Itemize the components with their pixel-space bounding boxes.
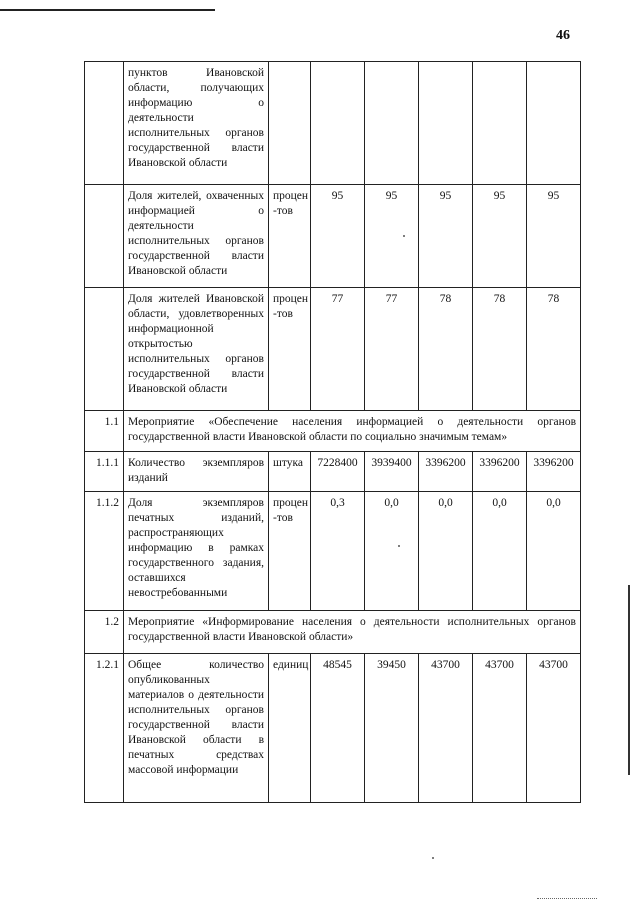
table-row-event [85, 611, 581, 654]
value-cell: 0,0 [365, 492, 419, 611]
value-cell: 0,0 [419, 492, 473, 611]
table-row [85, 62, 581, 185]
row-number [85, 185, 124, 288]
row-number: 1.1.2 [85, 492, 124, 611]
table-row [85, 185, 581, 288]
table-row [85, 654, 581, 803]
value-cell: 0,3 [311, 492, 365, 611]
indicator-name: Количество экземпляров изданий [124, 452, 269, 492]
scan-foot-mark [537, 898, 597, 900]
value-cell [419, 62, 473, 185]
value-cell: 77 [365, 288, 419, 411]
unit-cell: единиц [269, 654, 311, 803]
value-cell: 48545 [311, 654, 365, 803]
scan-speck [432, 857, 434, 859]
unit-cell: штука [269, 452, 311, 492]
value-cell [365, 62, 419, 185]
row-number [85, 288, 124, 411]
value-cell: 3396200 [473, 452, 527, 492]
value-cell: 78 [527, 288, 581, 411]
indicator-name: Доля жителей Ивановской области, удовлетворенных информационной открытостью исполнительных органов государственной власти Ивановской области [124, 288, 269, 411]
value-cell: 7228400 [311, 452, 365, 492]
row-number: 1.1 [85, 411, 124, 452]
value-cell: 3939400 [365, 452, 419, 492]
scan-edge-mark [628, 585, 630, 775]
page-number: 46 [556, 28, 570, 43]
indicator-name: пунктов Ивановской области, получающих информацию о деятельности исполнительных органов государственной власти Ивановской области [124, 62, 269, 185]
value-cell: 78 [419, 288, 473, 411]
value-cell: 43700 [419, 654, 473, 803]
value-cell: 95 [311, 185, 365, 288]
value-cell: 95 [527, 185, 581, 288]
value-cell: 39450 [365, 654, 419, 803]
scan-speck [398, 545, 400, 547]
unit-cell [269, 62, 311, 185]
value-cell: 95 [419, 185, 473, 288]
table-row [85, 288, 581, 411]
value-cell: 3396200 [527, 452, 581, 492]
indicator-name: Доля жителей, охваченных информацией о деятельности исполнительных органов государственной власти Ивановской области [124, 185, 269, 288]
row-number: 1.1.1 [85, 452, 124, 492]
value-cell: 95 [473, 185, 527, 288]
scan-speck [403, 235, 405, 237]
value-cell: 77 [311, 288, 365, 411]
indicators-table [84, 61, 581, 803]
value-cell [527, 62, 581, 185]
row-number: 1.2.1 [85, 654, 124, 803]
event-text: Мероприятие «Информирование населения о деятельности исполнительных органов государственной власти Ивановской области» [124, 611, 581, 654]
table-row [85, 452, 581, 492]
indicator-name: Доля экземпляров печатных изданий, распространяющих информацию в рамках государственного задания, оставшихся невостребованными [124, 492, 269, 611]
unit-cell: процен -тов [269, 185, 311, 288]
table-row-event [85, 411, 581, 452]
unit-cell: процен -тов [269, 492, 311, 611]
value-cell: 3396200 [419, 452, 473, 492]
top-rule [0, 9, 215, 11]
value-cell: 78 [473, 288, 527, 411]
value-cell: 0,0 [473, 492, 527, 611]
table-row [85, 492, 581, 611]
row-number [85, 62, 124, 185]
indicator-name: Общее количество опубликованных материалов о деятельности исполнительных органов государственной власти Ивановской области в печатных средствах массовой информации [124, 654, 269, 803]
value-cell [311, 62, 365, 185]
row-number: 1.2 [85, 611, 124, 654]
value-cell: 43700 [473, 654, 527, 803]
event-text: Мероприятие «Обеспечение населения информацией о деятельности органов государственной власти Ивановской области по социально значимым темам» [124, 411, 581, 452]
value-cell: 0,0 [527, 492, 581, 611]
value-cell: 43700 [527, 654, 581, 803]
value-cell: 95 [365, 185, 419, 288]
value-cell [473, 62, 527, 185]
unit-cell: процен -тов [269, 288, 311, 411]
